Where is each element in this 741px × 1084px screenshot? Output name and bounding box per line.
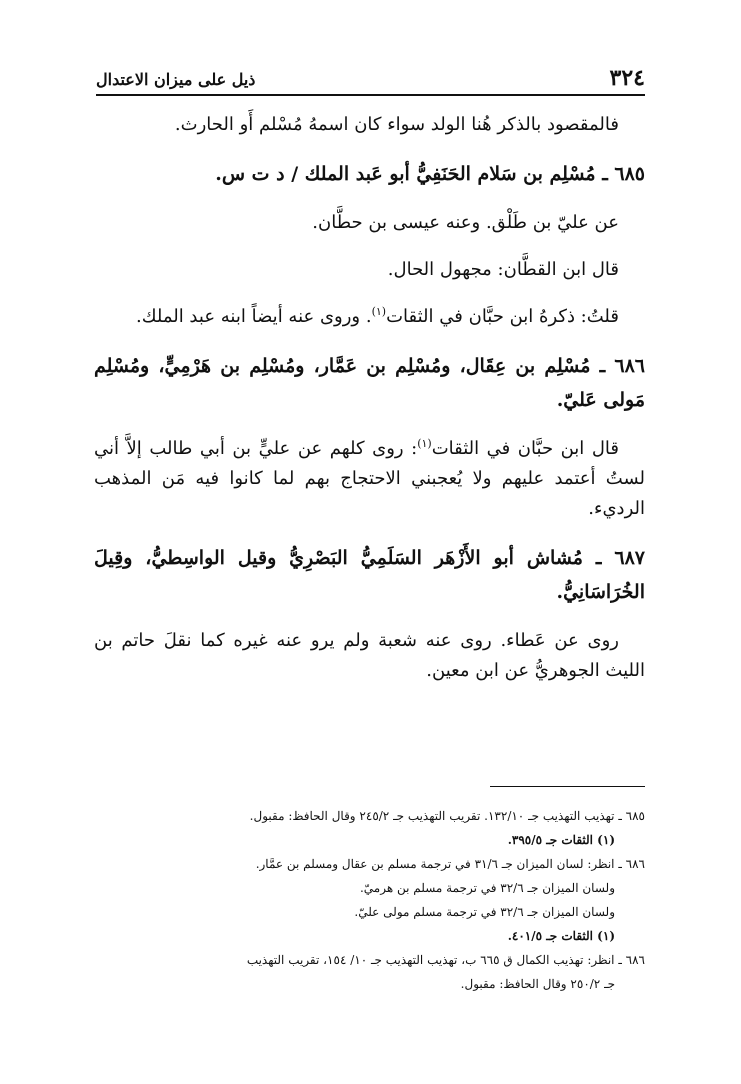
footnote-686-continued: ولسان الميزان جـ ٣٢/٦ في ترجمة مسلم مولى عليّ.: [354, 905, 615, 919]
footnote-rule: [490, 786, 645, 787]
footnote-1: (١) الثقات جـ ٣٩٥/٥.: [507, 833, 615, 847]
footnote-686: ٦٨٦ ـ انظر: لسان الميزان جـ ٣١/٦ في ترجمة مسلم بن عقال ومسلم بن عمَّار.: [255, 857, 645, 871]
footnote-686-continued: ولسان الميزان جـ ٣٢/٦ في ترجمة مسلم بن هرميّ.: [359, 881, 615, 895]
paragraph: عن عليّ بن طَلْق. وعنه عيسى بن حطَّان.: [312, 212, 619, 233]
paragraph: قال ابن القطَّان: مجهول الحال.: [387, 259, 619, 280]
footnote-687-continued: جـ ٢٥٠/٢ وقال الحافظ: مقبول.: [460, 977, 615, 991]
paragraph: روى عن عَطاء. روى عنه شعبة ولم يرو عنه غيره كما نقلَ حاتم بن الليث الجوهريُّ عن ابن معين.: [94, 630, 645, 681]
paragraph: [94, 302, 645, 332]
page-number: ٣٢٤: [609, 65, 645, 91]
paragraph: فالمقصود بالذكر هُنا الولد سواء كان اسمهُ مُسْلم أَو الحارث.: [174, 114, 619, 135]
entry-685-heading: ٦٨٥ ـ مُسْلِم بن سَلام الحَنَفِيُّ أبو عَبد الملك / د ت س.: [215, 163, 645, 185]
paragraph-text: : روى كلهم عن عليٍّ بن أبي طالب إلاَّ أني لستُ أعتمد عليهم ولا يُعجبني الاحتجاج بهم لما كانوا فيه مَن المذهب الرديء.: [94, 438, 645, 519]
entry-686-heading: ٦٨٦ ـ مُسْلِم بن عِقَال، ومُسْلِم بن عَمَّار، ومُسْلِم بن هَرْمِيٍّ، ومُسْلِم مَولى عَليّ.: [94, 355, 645, 411]
paragraph-text: . وروى عنه أيضاً ابنه عبد الملك.: [135, 306, 372, 327]
footnotes: [92, 804, 645, 996]
footnote-marker: (١): [371, 305, 387, 318]
footnote-687: ٦٨٦ ـ انظر: تهذيب الكمال ق ٦٦٥ ب، تهذيب التهذيب جـ ١٠/ ١٥٤، تقريب التهذيب: [246, 953, 645, 967]
footnote-1: (١) الثقات جـ ٤٠١/٥.: [507, 929, 615, 943]
footnote-marker: (١): [417, 437, 432, 450]
paragraph: [94, 434, 645, 524]
running-title: ذيل على ميزان الاعتدال: [96, 70, 256, 89]
page-header: [96, 60, 645, 92]
paragraph-text: قلتُ: ذكرهُ ابن حبَّان في الثقات: [386, 306, 619, 327]
footnote-685: ٦٨٥ ـ تهذيب التهذيب جـ ١٣٢/١٠. تقريب التهذيب جـ ٢٤٥/٢ وقال الحافظ: مقبول.: [249, 809, 645, 823]
entry-687-heading: ٦٨٧ ـ مُشاش أبو الأَزْهَر السَلَمِيُّ البَصْرِيُّ وقيل الواسِطيُّ، وقِيلَ الخُرَاسَانِيُّ.: [94, 547, 645, 603]
main-text: [94, 110, 645, 703]
paragraph-text: قال ابن حبَّان في الثقات: [431, 438, 619, 459]
header-rule: [96, 94, 645, 96]
